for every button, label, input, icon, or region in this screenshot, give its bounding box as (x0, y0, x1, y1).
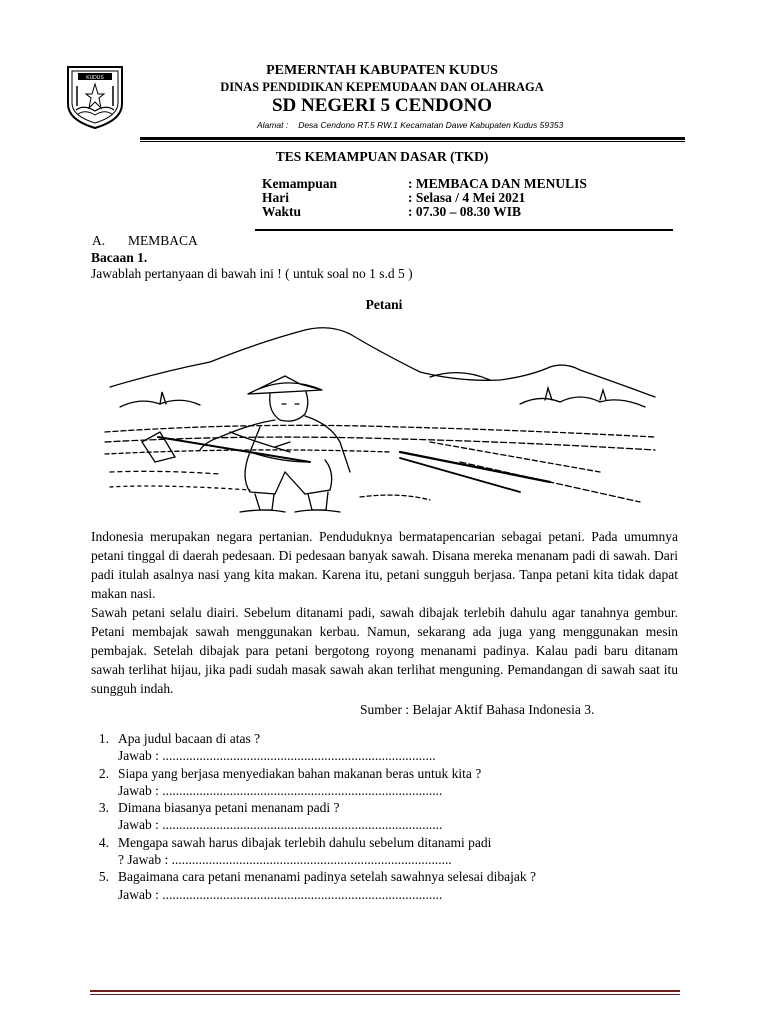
field-label-waktu: Waktu (262, 204, 302, 219)
header-government: PEMERNTAH KABUPATEN KUDUS (266, 63, 498, 78)
instruction-text: Jawablah pertanyaan di bawah ini ! ( untuk soal no 1 s.d 5 ) (91, 266, 413, 281)
question-item (91, 834, 691, 869)
story-paragraph-1: Indonesia merupakan negara pertanian. Penduduknya bermatapencarian sebagai petani. Pada umumnya petani tinggal di daerah pedesaan. Di pedesaan banyak sawah. Disana mereka menanam padi di sawah. Dari padi itulah asalnya nasi yang kita makan. Karena itu, petani sungguh berjasa. Tanpa petani kita tidak dapat makan nasi. (91, 529, 678, 601)
footer-rule-thick (90, 990, 680, 992)
section-heading (92, 233, 198, 249)
school-address (257, 120, 563, 130)
section-title: MEMBACA (128, 233, 198, 248)
question-item (91, 765, 691, 800)
question-number: 4. (98, 834, 109, 850)
question-text: Dimana biasanya petani menanam padi ? (118, 800, 340, 816)
question-list (91, 730, 691, 903)
answer-line[interactable]: Jawab : ................................................................................. (118, 748, 436, 764)
kudus-regency-logo (64, 64, 126, 130)
logo-text: KUDUS (86, 75, 104, 81)
section-number: A. (92, 233, 106, 248)
question-text: Bagaimana cara petani menanami padinya setelah sawahnya selesai dibajak ? (118, 869, 536, 885)
question-text: Apa judul bacaan di atas ? (118, 731, 261, 746)
question-text: Mengapa sawah harus dibajak terlebih dahulu sebelum ditanami padi (118, 834, 492, 850)
question-item (91, 799, 691, 834)
story-title: Petani (365, 297, 403, 312)
question-number: 1. (98, 731, 109, 746)
field-value-kemampuan: : MEMBACA DAN MENULIS (408, 176, 587, 191)
header-divider-thick (140, 137, 685, 140)
question-item (91, 868, 691, 903)
answer-line[interactable]: Jawab : ................................................................................... (118, 782, 443, 798)
source-citation: Sumber : Belajar Aktif Bahasa Indonesia 3. (360, 702, 595, 717)
field-value-waktu: : 07.30 – 08.30 WIB (408, 204, 522, 219)
question-text: Siapa yang berjasa menyediakan bahan makanan beras untuk kita ? (118, 765, 482, 781)
address-label: Alamat : (257, 120, 289, 130)
address-text: Desa Cendono RT.5 RW.1 Kecamatan Dawe Kabupaten Kudus 59353 (298, 120, 564, 130)
school-name: SD NEGERI 5 CENDONO (271, 95, 493, 116)
field-label-hari: Hari (262, 190, 289, 205)
answer-line[interactable]: Jawab : ................................................................................... (118, 817, 443, 833)
footer-rule-thin (90, 994, 680, 995)
field-value-hari: : Selasa / 4 Mei 2021 (408, 190, 526, 205)
question-number: 5. (98, 869, 109, 885)
question-number: 3. (98, 800, 109, 816)
answer-line[interactable]: ? Jawab : ................................................................................... (118, 852, 452, 868)
header-divider-thin (140, 141, 685, 142)
question-number: 2. (98, 765, 109, 781)
header-department: DINAS PENDIDIKAN KEPEMUDAAN DAN OLAHRAGA (220, 80, 544, 94)
farmer-illustration (100, 312, 660, 520)
info-divider (255, 229, 673, 231)
reading-label: Bacaan 1. (91, 250, 148, 265)
answer-line[interactable]: Jawab : ................................................................................... (118, 886, 443, 902)
test-title: TES KEMAMPUAN DASAR (TKD) (275, 149, 489, 164)
story-paragraph-2: Sawah petani selalu diairi. Sebelum ditanami padi, sawah dibajak terlebih dahulu agar tanahnya gembur. Petani membajak sawah menggunakan kerbau. Namun, sekarang ada juga yang menggunakan mesin pembajak. Setelah dibajak para petani bergotong royong menanami padinya. Kalau padi baru ditanam sawah terlihat hijau, jika padi sudah masak sawah akan terlihat menguning. Pemandangan di sawah saat itu sungguh indah. (91, 605, 678, 696)
field-label-kemampuan: Kemampuan (262, 176, 338, 191)
question-item (91, 730, 691, 765)
